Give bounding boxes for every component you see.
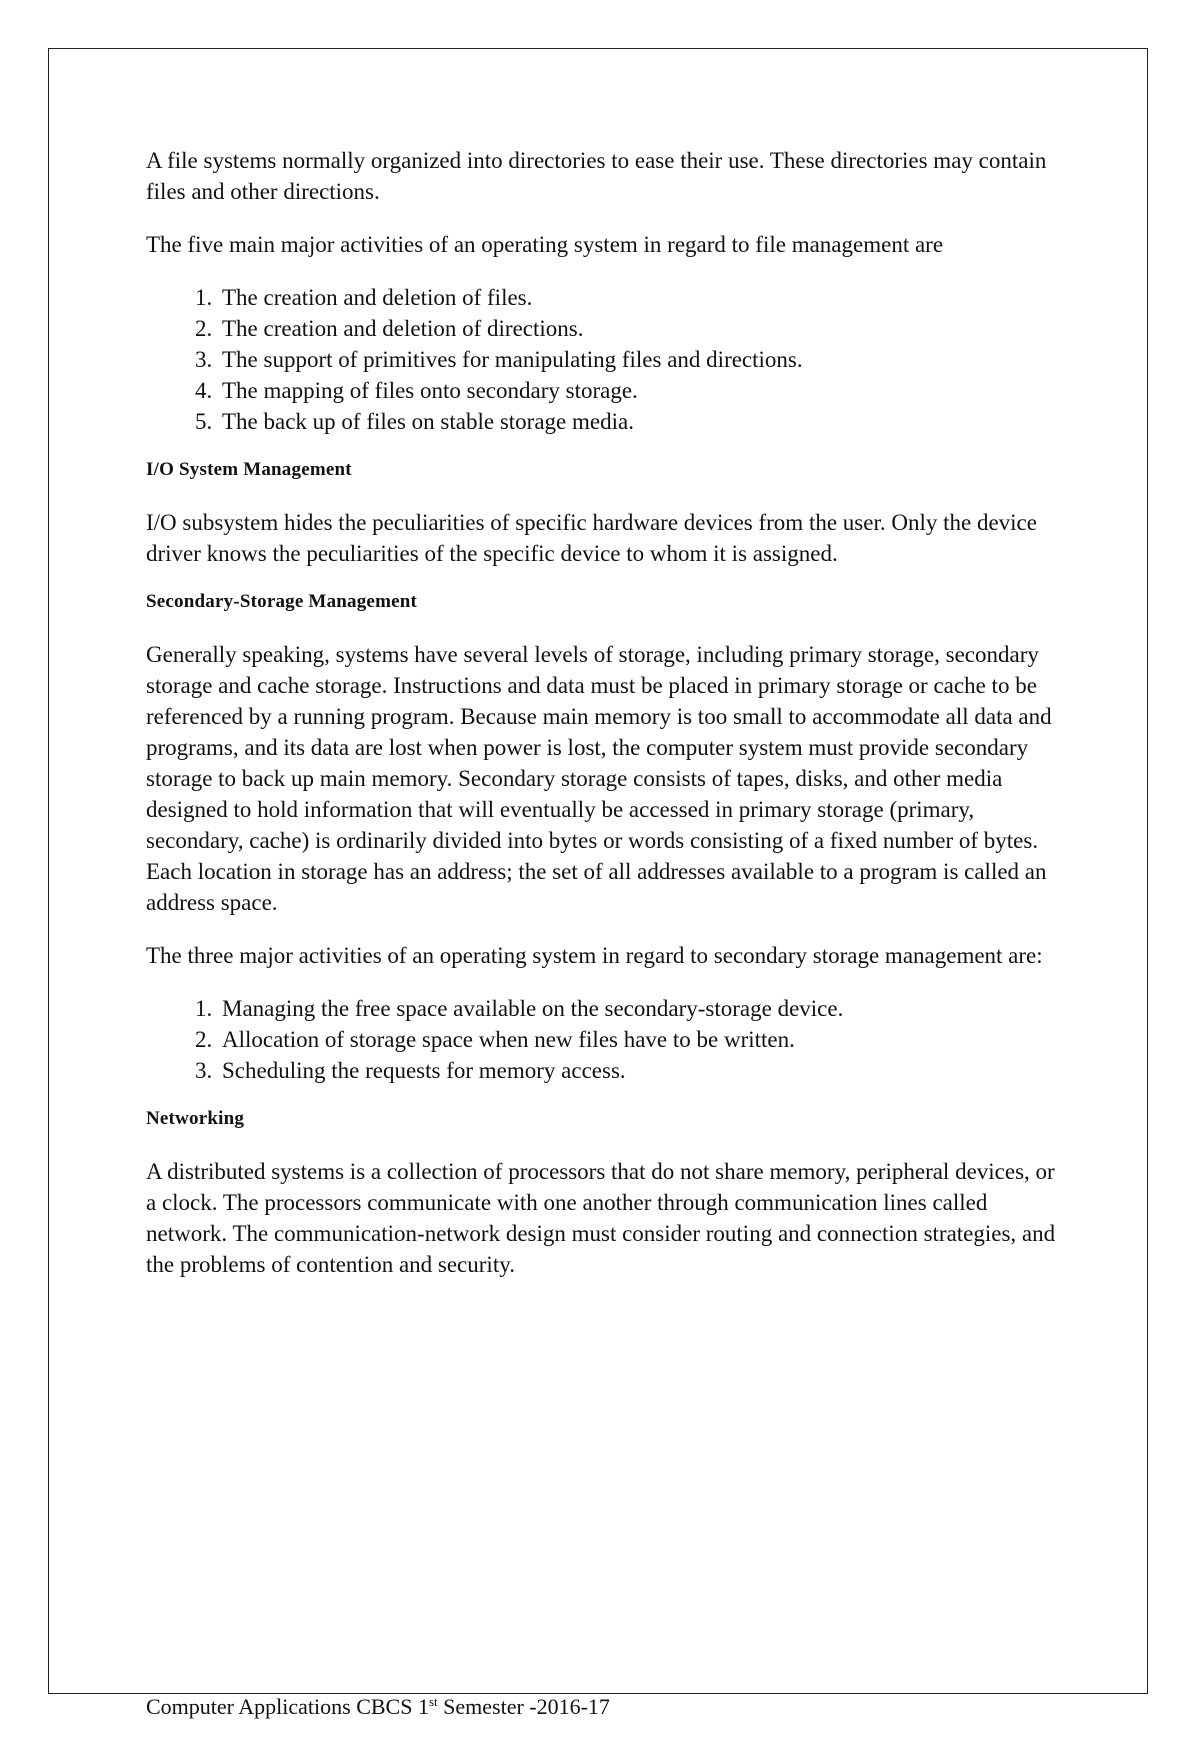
networking-heading: Networking [146, 1108, 245, 1129]
footer-superscript: st [428, 1694, 438, 1709]
storage-paragraph: Generally speaking, systems have several levels of storage, including primary storage, secondary storage and cache storage. Instructions and data must be placed in primary storage or cache to be referenced by a running program. Because main memory is too small to accommodate all data and programs, and its data are lost when power is lost, the computer system must provide secondary storage to back up main memory. Secondary storage consists of tapes, disks, and other media designed to hold information that will eventually be accessed in primary storage (primary, secondary, cache) is ordinarily divided into bytes or words consisting of a fixed number of bytes. Each location in storage has an address; the set of all addresses available to a program is called an address space. [146, 642, 1052, 915]
io-heading: I/O System Management [146, 459, 352, 480]
networking-paragraph: A distributed systems is a collection of processors that do not share memory, peripheral devices, or a clock. The processors communicate with one another through communication lines called network. The communication-network design must consider routing and connection strategies, and the problems of contention and security. [146, 1159, 1056, 1277]
storage-activities-list [146, 993, 1066, 1086]
list-item: 1. Managing the free space available on the secondary-storage device. [218, 993, 1066, 1024]
list-item: 2. The creation and deletion of directions. [218, 313, 1066, 344]
document-body [146, 145, 1066, 1280]
page-footer [146, 1694, 610, 1720]
list-item: 3. The support of primitives for manipulating files and directions. [218, 344, 1066, 375]
file-activities-list [146, 282, 1066, 437]
storage-activities-intro: The three major activities of an operating system in regard to secondary storage management are: [146, 943, 1043, 968]
footer-text-end: Semester -2016-17 [437, 1694, 610, 1719]
footer-text: Computer Applications CBCS 1 [146, 1694, 429, 1719]
list-item: 2. Allocation of storage space when new files have to be written. [218, 1024, 1066, 1055]
storage-heading: Secondary-Storage Management [146, 591, 418, 612]
io-paragraph: I/O subsystem hides the peculiarities of specific hardware devices from the user. Only the device driver knows the peculiarities of the specific device to whom it is assigned. [146, 510, 1037, 566]
list-item: 4. The mapping of files onto secondary storage. [218, 375, 1066, 406]
file-system-paragraph: A file systems normally organized into directories to ease their use. These directories may contain files and other directions. [146, 148, 1047, 204]
list-item: 5. The back up of files on stable storage media. [218, 406, 1066, 437]
file-activities-intro: The five main major activities of an operating system in regard to file management are [146, 232, 944, 257]
list-item: 1. The creation and deletion of files. [218, 282, 1066, 313]
list-item: 3. Scheduling the requests for memory access. [218, 1055, 1066, 1086]
